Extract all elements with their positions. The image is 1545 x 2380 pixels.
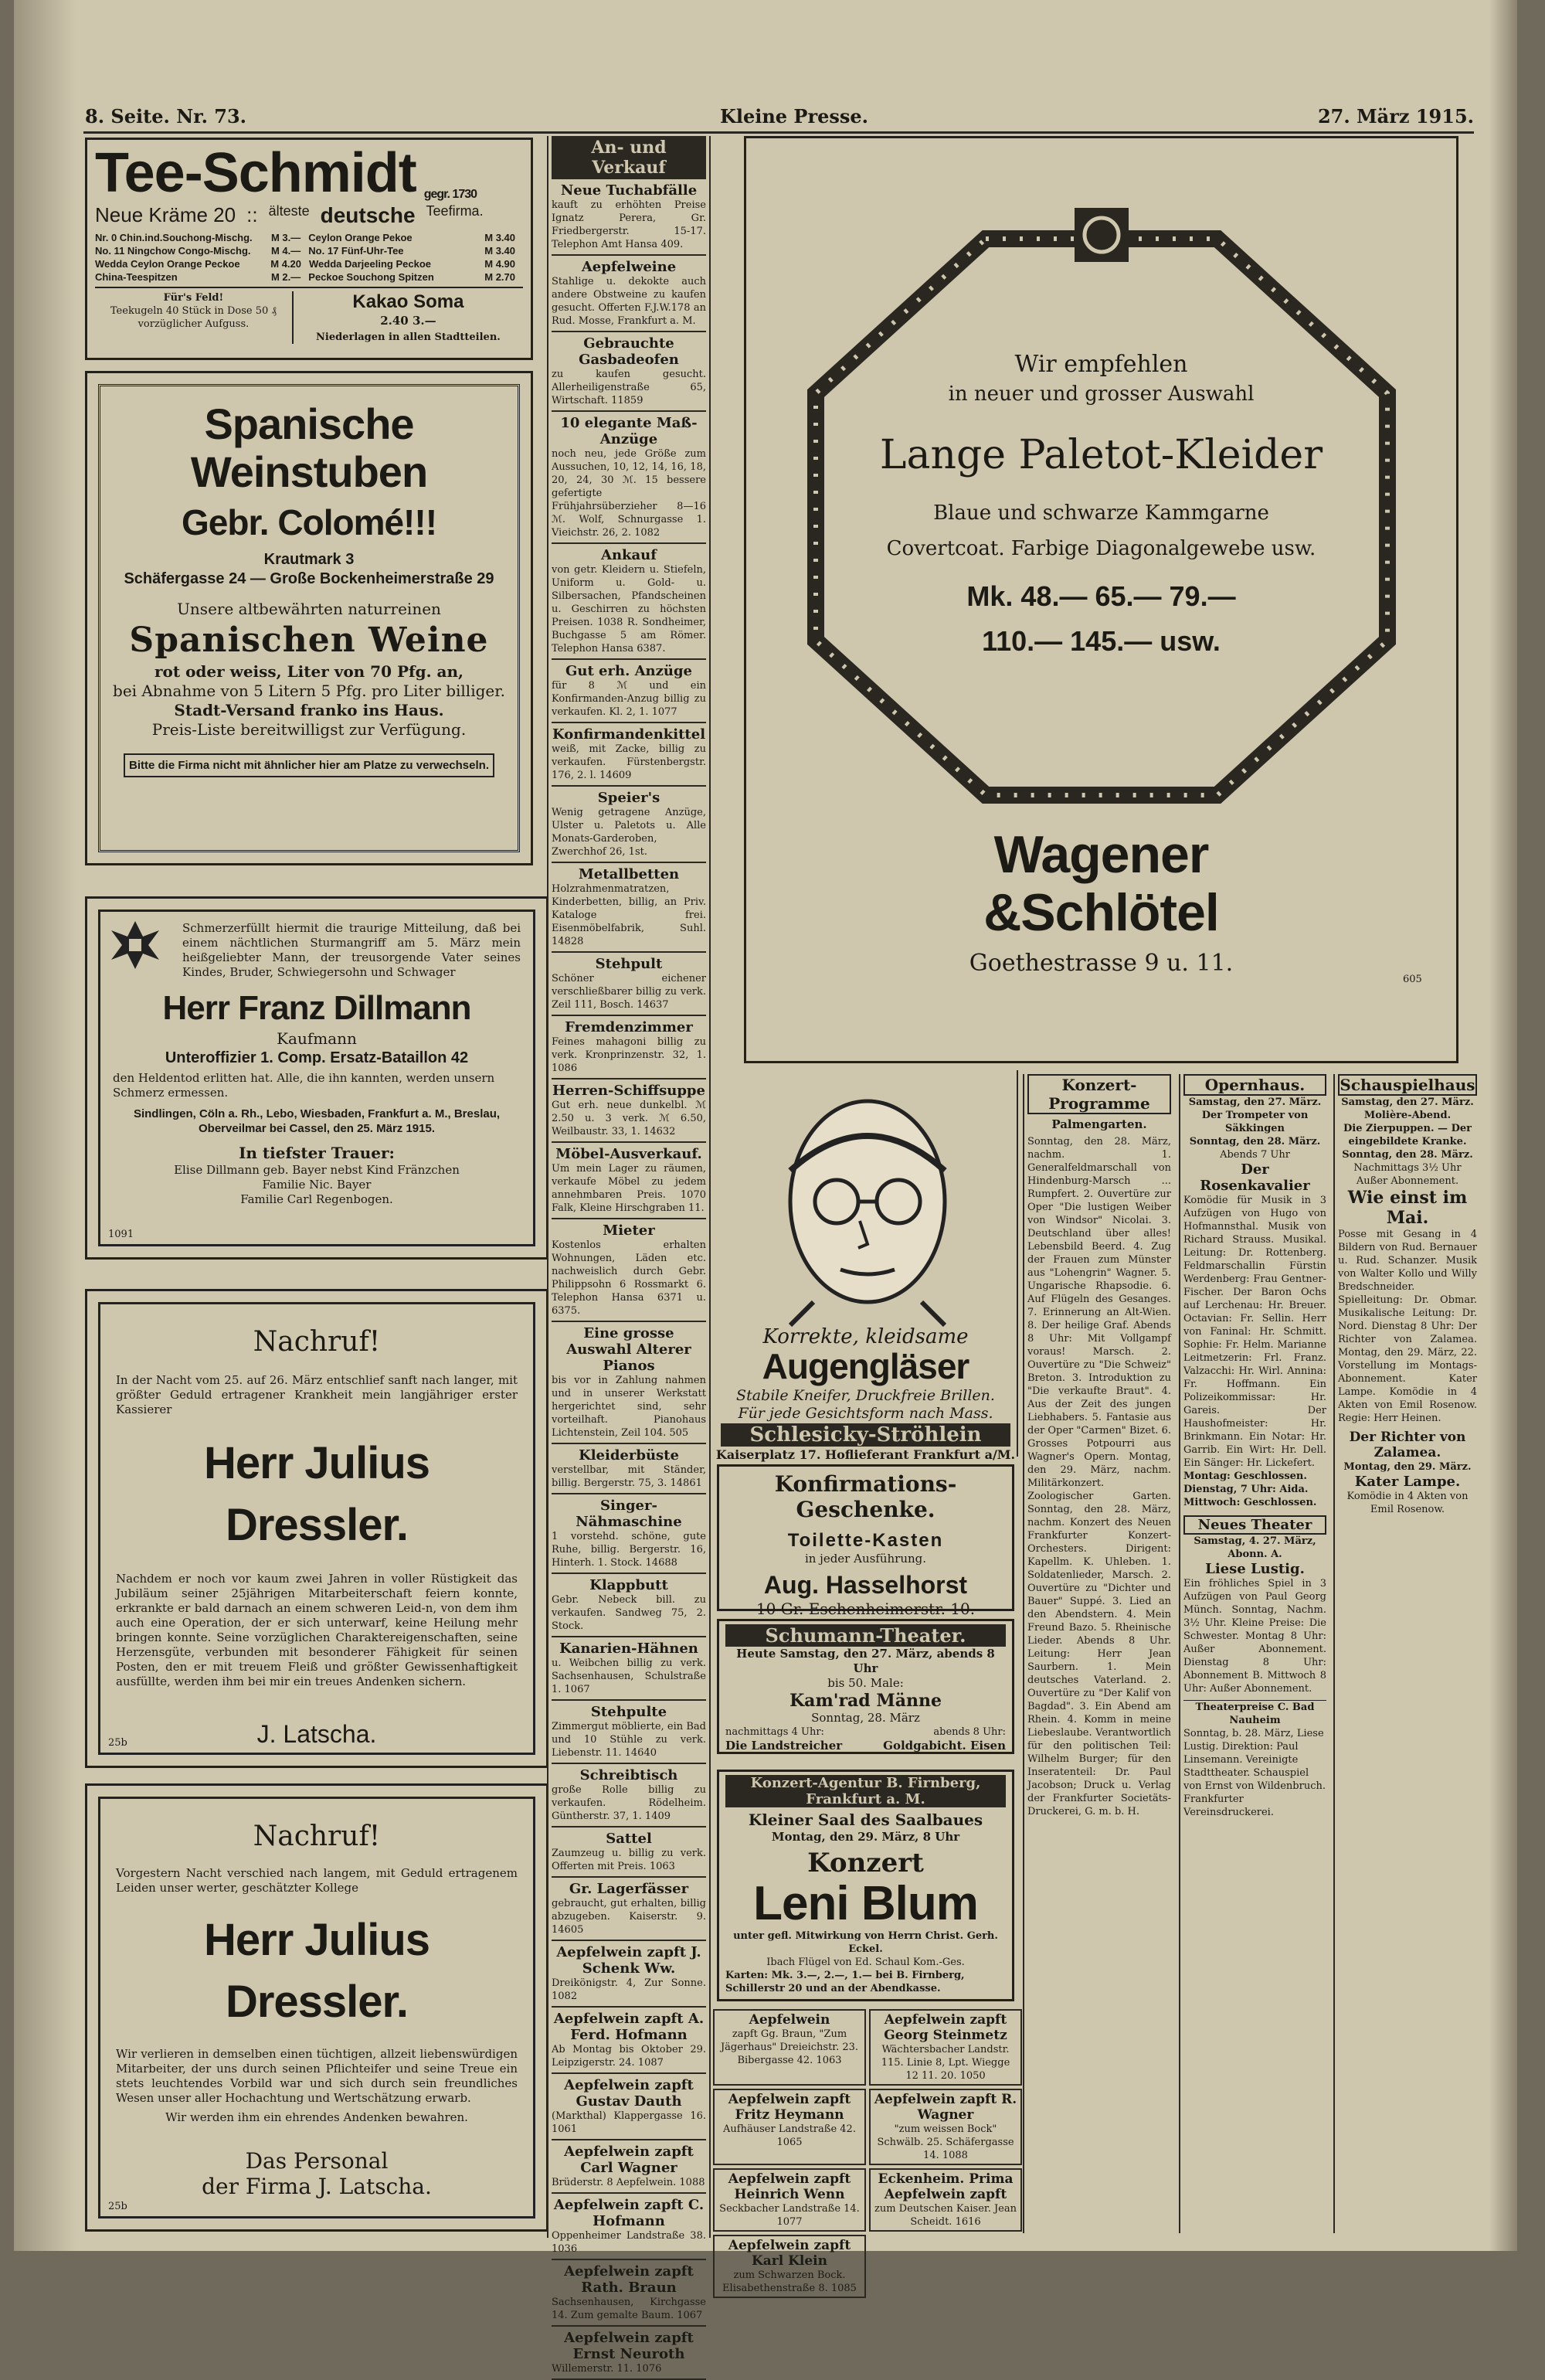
classified-ad [552,787,706,863]
classified-ad [552,1574,706,1637]
schlesicky-h1: Korrekte, kleidsame [762,1325,969,1348]
schau-l2: Molière-Abend. [1363,1110,1452,1121]
tee-founded: gegr. 1730 [423,188,477,201]
nachruf2-code: 25b [108,2201,127,2212]
classified-ad [552,256,706,332]
dillmann-n1: Elise Dillmann geb. Bayer nebst Kind Fränzchen [174,1163,460,1177]
schumann-l4: Sonntag, 28. März [811,1711,920,1725]
dillmann-job: Kaufmann [277,1029,357,1048]
aepfelwein-body: "zum weissen Bock" Schwälb. 25. Schäfergasse 14. 1088 [877,2123,1014,2161]
tee-price-left: M 3.— [270,232,301,243]
classified-ad [552,1828,706,1878]
tee-tagline-pre: älteste [268,203,310,219]
konzert-title: Konzert-Programme [1027,1074,1171,1114]
leni-cards: Karten: Mk. 3.—, 2.—, 1.— bei B. Firnberg, Schillerstr 20 und an der Abendkasse. [725,1970,965,1994]
aepfelwein-ads [713,2009,1022,2294]
nachruf2-text: Vorgestern Nacht verschied nach langem, mit Geduld ertragenem Leiden unser werter, geschätzter Kollege [116,1866,518,1895]
aepfelwein-body: zum Schwarzen Bock. Elisabethenstraße 8. 1085 [722,2270,857,2294]
schau-l8: Der Richter von Zalamea. [1349,1430,1466,1460]
neues-theater-title: Neues Theater [1183,1515,1326,1535]
oper-l2: Der Trompeter von Säkkingen [1201,1110,1309,1134]
tee-price-left: M 2.— [270,271,301,283]
schumann-theater-ad [717,1619,1014,1754]
newspaper-page [14,0,1517,2375]
classified-body: für 8 ℳ und ein Konfirmanden-Anzug billig zu verkaufen. Kl. 2, 1. 1077 [552,680,706,718]
classified-title: Aepfelwein zapft J. Schenk Ww. [556,1944,701,1977]
oper-l6: Montag: Geschlossen. [1183,1470,1307,1482]
bad-nauheim-title: Theaterpreise C. Bad Nauheim [1183,1700,1326,1727]
classified-body: Zaumzeug u. billig zu verk. Offerten mit Preis. 1063 [552,1848,706,1872]
schumann-l3: Kam'rad Männe [789,1691,942,1711]
schumann-l6: abends 8 Uhr: [933,1726,1006,1738]
weinstuben-l5: Preis-Liste bereitwilligst zur Verfügung. [151,720,467,739]
classified-ad [552,1219,706,1322]
bad-nauheim-text: Sonntag, b. 28. März, Liese Lustig. Direktion: Paul Linsemann. Vereinigte Stadttheater. Schauspiel von Ernst von Wildenbruch. Frankfurter Vereinsdruckerei. [1183,1728,1326,1818]
classified-body: Feines mahagoni billig zu verk. Kronprinzenstr. 32, 1. 1086 [552,1036,706,1074]
schumann-l7: Die Landstreicher [725,1739,843,1753]
nachruf2-name: Herr Julius Dressler. [204,1915,430,2027]
tee-tagline-post: Teefirma. [426,203,484,219]
tee-price-list [95,231,523,284]
hasselhorst-item: Toilette-Kasten [787,1530,944,1551]
leni-date: Montag, den 29. März, 8 Uhr [771,1830,960,1844]
classified-title: Speier's [597,790,660,806]
classified-body: noch neu, jede Größe zum Aussuchen, 10, 12, 14, 16, 18, 20, 24, 30 ℳ. 15 bessere gefertigte Frühjahrsüberzieher 8—16 ℳ. Wolf, Schnurgasse 1. Vieichstr. 26, 2. 1082 [552,448,706,539]
tee-address: Neue Kräme 20 [95,203,236,226]
classified-ad [552,723,706,787]
page-curl-left [14,0,76,2251]
tee-name-left: China-Teespitzen [95,271,178,283]
newspaper-title: Kleine Presse. [719,105,869,128]
aepfelwein-ad [713,2089,866,2165]
classified-body: Dreikönigstr. 4, Zur Sonne. 1082 [552,1977,706,2002]
classified-ad [552,2140,706,2194]
wagener-title: Lange Paletot-Kleider [879,432,1323,478]
wagener-schloetel-ad [744,136,1458,1063]
aepfelwein-body: Aufhäuser Landstraße 42. 1065 [723,2123,856,2148]
tee-name-right: Ceylon Orange Pekoe [308,232,413,243]
wagener-intro2: in neuer und grosser Auswahl [948,382,1255,406]
tee-tagline-bold: deutsche [320,203,416,227]
classified-ad [552,1494,706,1574]
tee-name-right: Wedda Darjeeling Peckoe [309,258,431,270]
aepfelwein-ad [713,2235,866,2298]
classified-ad [552,1764,706,1828]
oper-l3: Sonntag, den 28. März. [1189,1136,1321,1148]
classified-ad [552,1878,706,1941]
classifieds-column [547,136,711,2375]
tee-price-right: M 3.40 [484,245,516,257]
hasselhorst-address: 10 Gr. Eschenheimerstr. 10. [756,1600,976,1618]
tee-brand: Tee-Schmidt [95,142,416,204]
aepfelwein-ad [869,2009,1022,2086]
classified-body: Gut erh. neue dunkelbl. ℳ 2.50 u. 3 verk. ℳ 6.50, Weilbaustr. 33, 1. 14632 [552,1100,706,1137]
leni-blum-concert-ad [717,1770,1014,2001]
wagener-firm2: &Schlötel [983,883,1219,942]
schau-l10: Kater Lampe. [1354,1474,1461,1490]
classified-title: Stehpult [595,956,663,972]
nachruf1-code: 25b [108,1737,127,1749]
nachruf2-sign1: Das Personal [245,2148,389,2174]
tee-price-right: M 2.70 [484,271,516,283]
schlesicky-ad [713,1070,1018,1462]
aepfelwein-title: Eckenheim. Prima Aepfelwein zapft [878,2171,1014,2202]
classified-body: Brüderstr. 8 Aepfelwein. 1088 [552,2177,705,2188]
nachruf1-sign: J. Latscha. [256,1720,377,1748]
aepfelwein-ad [869,2168,1022,2232]
iron-cross-icon [108,918,162,972]
classified-ad [552,332,706,412]
nachruf1-text: In der Nacht vom 25. auf 26. März entschlief sanft nach langer, mit größter Geduld ertragener Krankheit mein langjähriger erster Kassierer [116,1373,518,1416]
aepfelwein-title: Aepfelwein zapft Karl Klein [728,2238,851,2269]
dillmann-text2: den Heldentod erlitten hat. Alle, die ihn kannten, werden unsern Schmerz ermessen. [113,1071,495,1100]
leni-name: Leni Blum [753,1877,978,1930]
tee-name-left: Wedda Ceylon Orange Peckoe [95,258,240,270]
classified-ad [552,1701,706,1764]
classified-title: Konfirmandenkittel [552,726,706,743]
aepfelwein-title: Aepfelwein [749,2012,830,2028]
classified-body: Stahlige u. dekokte auch andere Obstweine zu kaufen gesucht. Offerten F.J.W.178 an Rud. Mosse, Frankfurt a. M. [552,276,706,327]
oper-l1: Samstag, den 27. März. [1188,1096,1322,1108]
hasselhorst-sub: in jeder Ausführung. [804,1552,927,1566]
schlesicky-address: Kaiserplatz 17. Hoflieferant Frankfurt a/M. [715,1447,1016,1462]
weinstuben-l2: rot oder weiss, Liter von 70 Pfg. an, [154,662,464,681]
issue-date: 27. März 1915. [1317,105,1474,128]
dillmann-rank: Unteroffizier 1. Comp. Ersatz-Bataillon 42 [165,1049,469,1066]
classified-title: Gr. Lagerfässer [569,1881,689,1897]
oper-text: Komödie für Musik in 3 Aufzügen von Hugo von Hofmannsthal. Musik von Richard Strauss. Musikal. Leitung: Dr. Rottenberg. Feldmarschallin Fürstin Werdenberg: Frau Gentner-Fischer. Der Baron Ochs auf Lerchenau: Hr. Breuer. Octavian: Fr. Sellin. Herr von Faninal: Hr. Schmitt. Sophie: Fr. Helm. Marianne Leitmetzerin: Frl. Franz. Valzacchi: Hr. Wirl. Annina: Fr. Hoffmann. Ein Polizeikommissar: Hr. Gareis. Der Haushofmeister: Hr. Brinkmann. Ein Notar: Hr. Garrib. Ein Wirt: Hr. Dell. Ein Sänger: Hr. Lickefert. [1183,1195,1326,1469]
classified-body: Schöner eichener verschließbarer billig zu verk. Zeil 111, Bosch. 14637 [552,973,706,1011]
classified-title: Aepfelwein zapft C. Hofmann [553,2197,705,2229]
schau-text: Posse mit Gesang in 4 Bildern von Rud. Bernauer u. Rud. Schanzer. Musik von Walter Kollo und Willy Bredschneider. Spielleitung: Dr. Obmar. Musikalische Leitung: Dr. Nord. Dienstag 8 Uhr: Der Richter von Zalamea. Montag, den 29. März, 22. Vorstellung im Montags-Abonnement. Kater Lampe. Komödie in 4 Akten von Emil Rosenow. Regie: Herr Heinen. [1338,1229,1477,1424]
classified-ad [552,660,706,723]
classified-title: Singer-Nähmaschine [576,1498,682,1530]
kakao-soma: Kakao Soma [352,291,464,312]
wagener-l1: Blaue und schwarze Kammgarne [933,502,1269,525]
dillmann-intro: Schmerzerfüllt hiermit die traurige Mitteilung, daß bei einem nächtlichen Sturmangriff am 5. März mein heißgeliebter Mann, der treusorgende Vater seines Kindes, Bruder, Schwiegersohn und Schwager [182,921,521,979]
classified-ad [552,412,706,544]
classified-body: verstellbar, mit Ständer, billig. Bergerstr. 75, 3. 14861 [552,1464,706,1489]
weinstuben-big: Spanischen Weine [129,620,489,660]
classified-title: Mieter [603,1222,655,1239]
aepfelwein-title: Aepfelwein zapft R. Wagner [874,2092,1017,2123]
konzert-sub: Palmengarten. [1051,1117,1147,1131]
schlesicky-h3: Stabile Kneifer, Druckfreie Brillen. [736,1387,995,1404]
dillmann-n3: Familie Carl Regenbogen. [240,1192,393,1206]
header-rule [83,131,1474,134]
classifieds-head: An- und Verkauf [552,136,706,179]
aepfelwein-title: Aepfelwein zapft Georg Steinmetz [884,2012,1007,2043]
hasselhorst-title: Konfirmations-Geschenke. [774,1471,957,1522]
nachruf1-text2: Nachdem er noch vor kaum zwei Jahren in voller Rüstigkeit das Jubiläum seiner 25jährigen Mitarbeiterschaft feiern konnte, erkrankte er bald darnach an einem schweren Leid-n, von dem ihm auch eine Operation, der er sich unterwarf, keine Heilung mehr bringen konnte. Seine vorzüglichen Charaktereigenschaften, seine Herzensgüte, verbunden mit besonderer Fähigkeit für seinen Posten, den er mit treuem Fleiß und größter Gewissenhaftigkeit ausfüllte, werden ihm bei mir ein treues Andenken sichern. [116,1572,518,1688]
classified-body: Um mein Lager zu räumen, verkaufe Möbel zu jedem annehmbaren Preis. 1070 Falk, Kleine Hirschgraben 11. [552,1163,706,1214]
classified-title: Aepfelwein zapft Carl Wagner [564,2144,694,2176]
classified-ad [552,1016,706,1080]
classified-body: 1 vorstehd. schöne, gute Ruhe, billig. Bergerstr. 16, Hinterh. 1. Stock. 14688 [552,1531,706,1569]
classified-ad [552,1444,706,1494]
classified-ad [552,1080,706,1143]
classified-ad [552,1143,706,1219]
nachruf2-text3: Wir werden ihm ein ehrendes Andenken bewahren. [165,2110,468,2124]
classified-body: große Rolle billig zu verkaufen. Rödelheim. Güntherstr. 37, 1. 1409 [552,1784,706,1822]
tee-field-2: vorzüglicher Aufguss. [138,318,250,330]
schumann-title: Schumann-Theater. [725,1624,1006,1647]
classified-title: Eine grosse Auswahl Alterer Pianos [566,1325,691,1374]
weinstuben-l3: bei Abnahme von 5 Litern 5 Pfg. pro Liter billiger. [113,682,505,700]
dillmann-mourn: In tiefster Trauer: [239,1144,395,1162]
page-number: 8. Seite. Nr. 73. [85,105,247,128]
classified-ad [552,1322,706,1444]
hasselhorst-ad [717,1464,1014,1618]
weinstuben-title: Spanische Weinstuben [190,400,428,496]
neues-n1: Samstag, 4. 27. März, Abonn. A. [1194,1535,1316,1560]
tee-name-left: Nr. 0 Chin.ind.Souchong-Mischg. [95,232,253,243]
oper-l5: Der Rosenkavalier [1200,1161,1310,1194]
weinstuben-warning: Bitte die Firma nicht mit ähnlicher hier am Platze zu verwechseln. [124,753,494,777]
aepfelwein-body: zapft Gg. Braun, "Zum Jägerhaus" Dreieichstr. 23. Bibergasse 42. 1063 [720,2028,859,2066]
dillmann-death-notice [85,896,548,1260]
tee-separator: :: [246,203,258,226]
classified-title: Aepfelwein zapft A. Ferd. Hofmann [553,2011,705,2043]
aepfelwein-title: Aepfelwein zapft Heinrich Wenn [728,2171,851,2202]
tee-name-right: Peckoe Souchong Spitzen [308,271,434,283]
oper-l7: Dienstag, 7 Uhr: Aida. [1183,1484,1309,1495]
classified-body: Zimmergut möblierte, ein Bad und 10 Stühle zu verk. Liebenstr. 11. 14640 [552,1721,706,1759]
classified-body: Wenig getragene Anzüge, Ulster u. Paletots u. Alle Monats-Garderoben, Zwerchhof 26, 1st. [552,807,706,858]
classified-title: Schreibtisch [579,1767,678,1783]
classified-title: Gut erh. Anzüge [565,663,692,679]
aepfelwein-ad [869,2089,1022,2165]
tee-branches: Niederlagen in allen Stadtteilen. [316,332,501,343]
classified-title: Aepfelwein zapft Ernst Neuroth [564,2330,694,2362]
dillmann-code: 1091 [108,1229,134,1240]
classified-title: Herren-Schiffsuppe [552,1083,705,1099]
classified-ad [552,2008,706,2074]
classified-body: Oppenheimer Landstraße 38. 1036 [552,2230,706,2255]
nachruf2-text2: Wir verlieren in demselben einen tüchtigen, allzeit liebenswürdigen Mitarbeiter, der uns durch seinen Pflichteifer und seine Treue ein stets leuchtendes Vorbild war und sich durch sein freundliches Wesen unser aller Hochachtung und Wertschätzung erwarb. [116,2047,518,2105]
classified-body: u. Weibchen billig zu verk. Sachsenhausen, Schulstraße 1. 1067 [552,1658,706,1695]
classified-ad [552,179,706,256]
schumann-l2: bis 50. Male: [827,1676,904,1690]
classified-body: zu kaufen gesucht. Allerheiligenstraße 65, Wirtschaft. 11859 [552,369,706,406]
dillmann-n2: Familie Nic. Bayer [262,1178,372,1192]
schau-l11: Komödie in 4 Akten von Emil Rosenow. [1346,1491,1469,1515]
classified-body: Gebr. Nebeck bill. zu verkaufen. Sandweg 75, 2. Stock. [552,1594,706,1632]
wagener-l2: Covertcoat. Farbige Diagonalgewebe usw. [886,537,1316,560]
neues-text: Ein fröhliches Spiel in 3 Aufzügen von Paul Georg Münch. Sonntag, Nachm. 3½ Uhr. Kleine Preise: Die Schwester. Montag 8 Uhr: Außer Abonnement. Dienstag 8 Uhr: Abonnement B. Mittwoch 8 Uhr: Außer Abonnement. [1183,1578,1326,1695]
tee-field-1: Teekugeln 40 Stück in Dose 50 ₰ [110,305,277,317]
tee-price-right: M 4.90 [484,258,515,270]
classified-title: Kleiderbüste [579,1447,679,1464]
dillmann-name: Herr Franz Dillmann [162,989,471,1027]
schumann-l8: Goldgabicht. Eisen [883,1739,1006,1753]
weinstuben-ad [85,371,533,865]
classified-title: Kanarien-Hähnen [559,1640,698,1657]
schumann-l1: Heute Samstag, den 27. März, abends 8 Uhr [736,1647,995,1675]
wagener-code: 605 [1403,974,1422,985]
kakao-price: 2.40 3.— [380,314,436,328]
nachruf1-title: Nachruf! [253,1326,381,1358]
nachruf-1 [85,1289,548,1768]
leni-kind: Konzert [807,1848,924,1878]
schau-l5: Nachmittags 3½ Uhr [1353,1162,1462,1174]
classified-body: Holzrahmenmatratzen, Kinderbetten, billig, an Priv. Kataloge frei. Eisenmöbelfabrik, Suhl. 14828 [552,883,706,947]
schlesicky-h2: Augengläser [762,1346,969,1386]
classified-ad [552,1637,706,1701]
opernhaus-column [1179,1074,1329,2233]
tee-price-row [95,231,523,244]
classified-title: Aepfelweine [581,259,677,275]
tee-field-head: Für's Feld! [163,292,224,304]
classified-ad [552,2194,706,2260]
leni-piano: Ibach Flügel von Ed. Schaul Kom.-Ges. [766,1957,965,1968]
nachruf2-sign2: der Firma J. Latscha. [202,2174,432,2199]
classified-title: Neue Tuchabfälle [560,182,698,199]
classified-body: (Markthal) Klappergasse 16. 1061 [552,2110,706,2135]
classified-title: Stehpulte [590,1704,667,1720]
schau-l3: Die Zierpuppen. — Der eingebildete Kranke. [1343,1123,1472,1148]
tee-name-left: No. 11 Ningchow Congo-Mischg. [95,245,251,257]
schau-l9: Montag, den 29. März. [1343,1461,1472,1473]
nachruf-2 [85,1783,548,2232]
classified-ad [552,2074,706,2140]
wagener-firm1: Wagener [993,825,1209,884]
leni-agency: Konzert-Agentur B. Firnberg, Frankfurt a. M. [725,1775,1006,1807]
wagener-address: Goethestrasse 9 u. 11. [969,950,1234,977]
wagener-intro1: Wir empfehlen [1014,351,1188,378]
classified-body: Sachsenhausen, Kirchgasse 14. Zum gemalte Baum. 1067 [552,2297,706,2321]
tee-price-left: M 4.20 [270,258,301,270]
classified-title: Aepfelwein zapft Gustav Dauth [564,2077,694,2110]
classifieds-list [552,179,706,2380]
classified-body: Kostenlos erhalten Wohnungen, Läden etc. nachweislich durch Gebr. Philippsohn 6 Rossmarkt 6. Telephon Hansa 6371 u. 6375. [552,1239,706,1317]
classified-ad [552,953,706,1016]
classified-title: Metallbetten [578,866,680,882]
classified-body: von getr. Kleidern u. Stiefeln, Uniform u. Gold- u. Silbersachen, Pfandscheinen u. Geschirren zu höchsten Preisen. 1038 R. Sondheimer, Buchgasse 5 am Römer. Telephon Hansa 6387. [552,564,706,654]
classified-ad [552,863,706,953]
weinstuben-addr2: Schäfergasse 24 — Große Bockenheimerstraße 29 [124,570,494,587]
konzert-text: Sonntag, den 28. März, nachm. 1. Generalfeldmarschall von Hindenburg-Marsch ... Rumpfert. 2. Ouvertüre zur Oper "Die lustigen Weiber von Windsor" Nicolai. 3. Deutschland über alles! Lebensbild Beerd. 4. Zug der Frauen zum Münster aus "Lohengrin" Wagner. 5. Ungarische Rhapsodie. 6. Auf Flügeln des Gesanges. 7. Erinnerung an Alt-Wien. 8. Der heilige Graf. Abends 8 Uhr: Mit Vollgampf voraus! Marsch. 2. Ouvertüre zu "Die Schweiz" Breton. 3. Introduktion zu "Die verkaufte Braut". 4. Aus der Zeit des jungen Liebhabers. 5. Fantasie aus der Oper "Carmen" Bizet. 6. Grosses Potpourri aus Wagner's Opern. Montag, den 29. März, nachm. Militärkonzert. Zoologischer Garten. Sonntag, den 28. März, nachm. Konzert des Neuen Frankfurter Konzert-Orchesters. Dirigent: Kapellm. K. Uhleben. 1. Soldatenlieder, Marsch. 2. Ouvertüre zu "Dichter und Bauer" Suppé. 3. Lied an den Abendstern. 4. Mein Freund Bazo. 5. Rheinische Lieder. Abends 8 Uhr. Leitung: Herr Jean Saurbern. 1. Mein deutsches Vaterland. 2. Ouvertüre zu "Der Kalif von Bagdad". 3. Ein Abend am Rhein. 4. Komm in meine Liebeslaube. Verantwortlich für den politischen Teil: Wilhelm Burger; für den Inseratenteil: Dr. Paul Jacobson; Druck u. Verlag der Frankfurter Societäts-Druckerei, G. m. b. H. [1027,1136,1171,1817]
classified-body: bis vor in Zahlung nahmen und in unserer Werkstatt hergerichtet sind, sehr vorteilhaft. Pianohaus Lichtenstein, Zeil 104. 505 [552,1375,706,1439]
weinstuben-firm: Gebr. Colomé!!! [181,502,437,542]
wagener-prices1: Mk. 48.— 65.— 79.— [966,580,1236,612]
classified-body: gebraucht, gut erhalten, billig abzugeben. Kaiserstr. 9. 14605 [552,1898,706,1936]
aepfelwein-title: Aepfelwein zapft Fritz Heymann [728,2092,851,2123]
classified-title: Aepfelwein zapft Rath. Braun [564,2263,694,2296]
aepfelwein-ad [713,2168,866,2232]
tee-price-row [95,257,523,270]
schau-l6: Außer Abonnement. [1356,1175,1459,1187]
oper-l4: Abends 7 Uhr [1220,1149,1290,1161]
weinstuben-l4: Stadt-Versand franko ins Haus. [174,701,444,719]
aepfelwein-body: zum Deutschen Kaiser. Jean Scheidt. 1616 [874,2203,1017,2228]
aepfelwein-ad [713,2009,866,2086]
classified-body: kauft zu erhöhten Preise Ignatz Perera, Gr. Friedbergerstr. 15-17. Telephon Amt Hansa 409. [552,199,706,250]
nachruf1-name: Herr Julius Dressler. [204,1438,430,1550]
oper-l8: Mittwoch: Geschlossen. [1183,1497,1317,1508]
tee-price-right: M 3.40 [484,232,516,243]
classified-ad [552,1941,706,2008]
aepfelwein-body: Wächtersbacher Landstr. 115. Linie 8, Lpt. Wiegge 12 11. 20. 1050 [881,2044,1010,2082]
schau-l4: Sonntag, den 28. März. [1342,1149,1473,1161]
wagener-prices2: 110.— 145.— usw. [982,625,1221,657]
classified-body: Ab Montag bis Oktober 29. Leipzigerstr. 24. 1087 [552,2044,706,2069]
nachruf2-title: Nachruf! [253,1821,381,1852]
classified-title: Möbel-Ausverkauf. [555,1146,702,1162]
aepfelwein-body: Seckbacher Landstraße 14. 1077 [719,2203,860,2228]
classified-title: Fremdenzimmer [565,1019,693,1035]
tee-price-row [95,244,523,257]
schau-title: Schauspielhaus [1338,1074,1477,1096]
oper-title: Opernhaus. [1183,1074,1326,1096]
konzert-programme [1023,1074,1174,2233]
classified-ad [552,2260,706,2327]
neues-n2: Liese Lustig. [1205,1561,1305,1577]
classified-title: Ankauf [600,547,657,563]
classified-body: Willemerstr. 11. 1076 [552,2363,662,2375]
schlesicky-h4: Für jede Gesichtsform nach Mass. [738,1405,993,1422]
tee-name-right: No. 17 Fünf-Uhr-Tee [308,245,404,257]
classified-title: Klappbutt [589,1577,668,1593]
classified-ad [552,544,706,660]
schlesicky-firm: Schlesicky-Ströhlein [721,1423,1010,1447]
classified-ad [552,2327,706,2380]
tee-price-row [95,270,523,284]
schumann-l5: nachmittags 4 Uhr: [725,1726,824,1738]
man-portrait-illustration [759,1086,976,1325]
page-curl-right [1489,0,1517,2251]
classified-body: weiß, mit Zacke, billig zu verkaufen. Fürstenbergstr. 176, 2. l. 14609 [552,743,706,781]
tee-schmidt-ad [85,138,533,360]
classified-title: 10 elegante Maß-Anzüge [560,415,698,447]
classified-title: Sattel [606,1831,652,1847]
hasselhorst-firm: Aug. Hasselhorst [763,1571,968,1599]
schau-l7: Wie einst im Mai. [1347,1188,1468,1228]
schau-l1: Samstag, den 27. März. [1341,1096,1474,1108]
weinstuben-addr1: Krautmark 3 [263,551,355,568]
leni-hall: Kleiner Saal des Saalbaues [748,1810,983,1829]
classified-title: Gebrauchte Gasbadeofen [579,335,679,368]
dillmann-places: Sindlingen, Cöln a. Rh., Lebo, Wiesbaden, Frankfurt a. M., Breslau, Oberveilmar bei Cassel, den 25. März 1915. [133,1107,501,1135]
weinstuben-line1: Unsere altbewährten naturreinen [177,600,441,618]
schauspielhaus-column [1333,1074,1480,2233]
tee-price-left: M 4.— [270,245,301,257]
leni-with: unter gefl. Mitwirkung von Herrn Christ. Gerh. Eckel. [733,1930,998,1955]
